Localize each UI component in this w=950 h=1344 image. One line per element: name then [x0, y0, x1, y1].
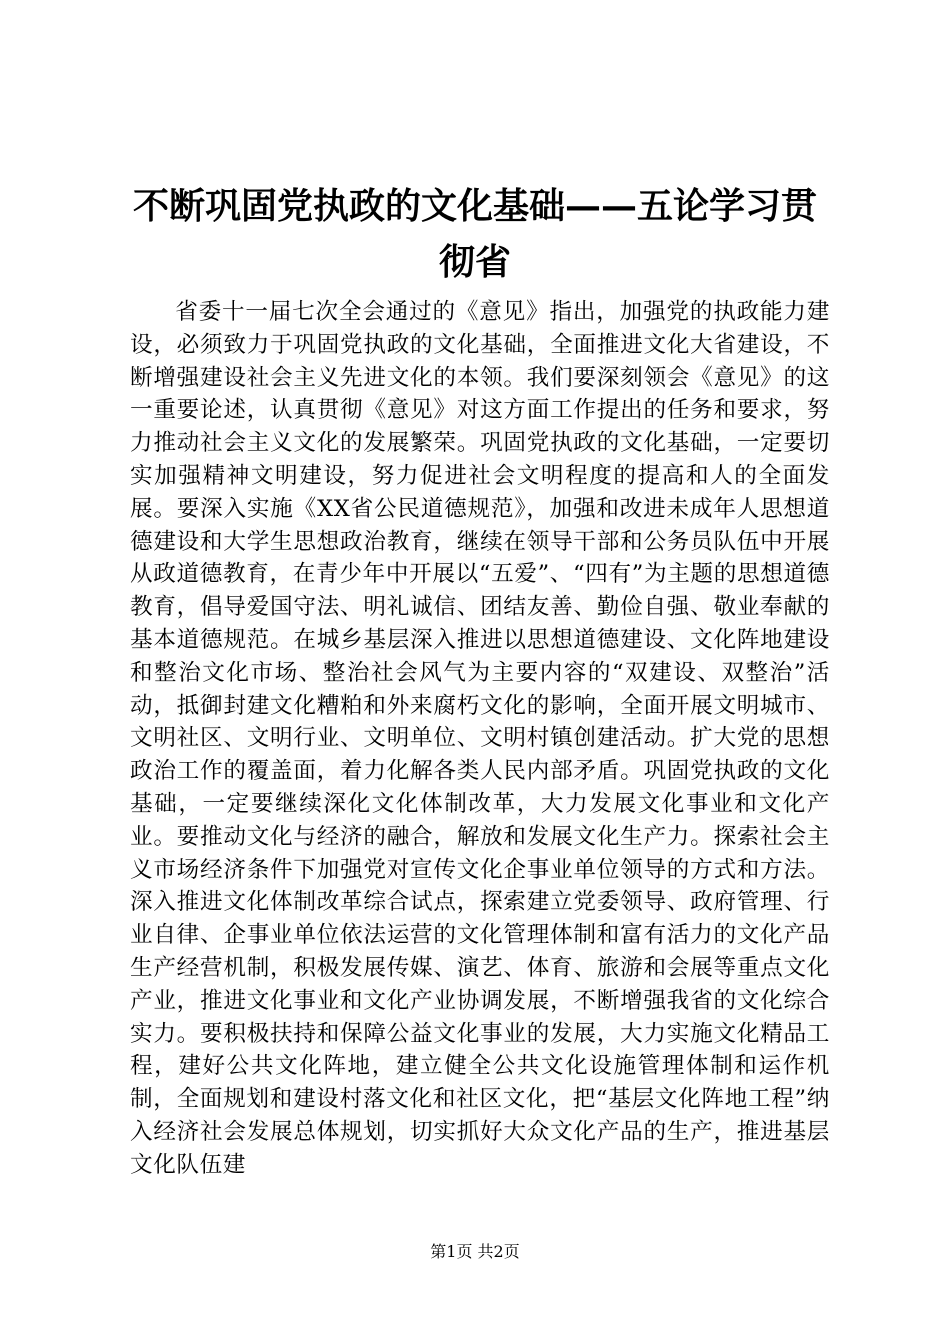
- document-title: 不断巩固党执政的文化基础——五论学习贯彻省: [132, 185, 817, 283]
- body-paragraph: 省委十一届七次全会通过的《意见》指出，加强党的执政能力建设，必须致力于巩固党执政的文化基础，全面推进文化大省建设，不断增强建设社会主义先进文化的本领。我们要深刻领会《意见》的这一重要论述，认真贯彻《意见》对这方面工作提出的任务和要求，努力推动社会主义文化的发展繁荣。巩固党执政的文化基础，一定要切实加强精神文明建设，努力促进社会文明程度的提高和人的全面发展。要深入实施《XX省公民道德规范》，加强和改进未成年人思想道德建设和大学生思想政治教育，继续在领导干部和公务员队伍中开展从政道德教育，在青少年中开展以“五爱”、“四有”为主题的思想道德教育，倡导爱国守法、明礼诚信、团结友善、勤俭自强、敬业奉献的基本道德规范。在城乡基层深入推进以思想道德建设、文化阵地建设和整治文化市场、整治社会风气为主要内容的“双建设、双整治”活动，抵御封建文化糟粕和外来腐朽文化的影响，全面开展文明城市、文明社区、文明行业、文明单位、文明村镇创建活动。扩大党的思想政治工作的覆盖面，着力化解各类人民内部矛盾。巩固党执政的文化基础，一定要继续深化文化体制改革，大力发展文化事业和文化产业。要推动文化与经济的融合，解放和发展文化生产力。探索社会主义市场经济条件下加强党对宣传文化企事业单位领导的方式和方法。深入推进文化体制改革综合试点，探索建立党委领导、政府管理、行业自律、企事业单位依法运营的文化管理体制和富有活力的文化产品生产经营机制，积极发展传媒、演艺、体育、旅游和会展等重点文化产业，推进文化事业和文化产业协调发展，不断增强我省的文化综合实力。要积极扶持和保障公益文化事业的发展，大力实施文化精品工程，建好公共文化阵地，建立健全公共文化设施管理体制和运作机制，全面规划和建设村落文化和社区文化，把“基层文化阵地工程”纳入经济社会发展总体规划，切实抓好大众文化产品的生产，推进基层文化队伍建: [130, 299, 830, 1178]
- page-number: 第1页 共2页: [430, 1242, 520, 1261]
